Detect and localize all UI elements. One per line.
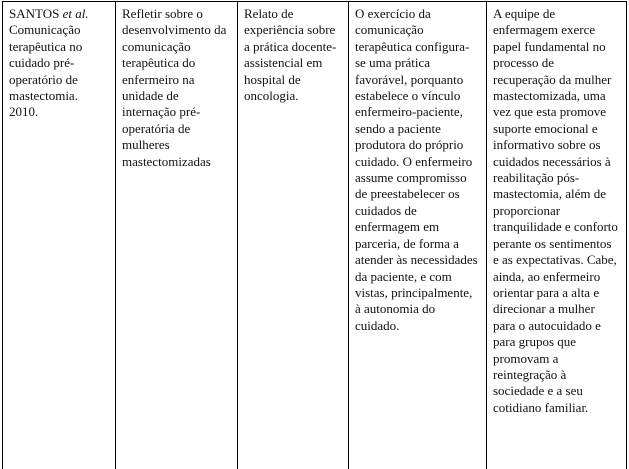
literature-review-table (2, 1, 627, 469)
cell-objective (116, 2, 238, 469)
cell-reference (3, 2, 116, 469)
table-row (3, 2, 627, 469)
cell-results (349, 2, 487, 469)
reference-author: SANTOS (9, 6, 63, 21)
conclusions-text: A equipe de enfermagem exerce papel fundamental no processo de recuperação da mulher mastectomizada, uma vez que esta promove suporte emocional e informativo sobre os cuidados necessários à reabilitação pós-mastectomia, além de proporcionar tranquilidade e conforto perante os sentimentos e as expectativas. Cabe, ainda, ao enfermeiro orientar para a alta e direcionar a mulher para o autocuidado e para grupos que promovam a reintegração à sociedade e a seu cotidiano familiar. (493, 6, 618, 415)
results-text: O exercício da comunicação terapêutica configura-se uma prática favorável, porquanto estabelece o vínculo enfermeiro-paciente, sendo a paciente produtora do próprio cuidado. O enfermeiro assume compromisso de preestabelecer os cuidados de enfermagem em parceria, de forma a atender às necessidades da paciente, e com vistas, principalmente, à autonomia do cuidado. (355, 6, 478, 333)
reference-etal: et al. (62, 6, 89, 21)
objective-text: Refletir sobre o desenvolvimento da comunicação terapêutica do enfermeiro na unidade de internação pré-operatória de mulheres mastectomizadas (122, 6, 227, 169)
cell-method (238, 2, 349, 469)
method-text: Relato de experiência sobre a prática docente-assistencial em hospital de oncologia. (244, 6, 337, 104)
reference-title: Comunicação terapêutica no cuidado pré-operatório de mastectomia. 2010. (9, 22, 83, 120)
reference-text (9, 6, 109, 121)
cell-conclusions (487, 2, 627, 469)
